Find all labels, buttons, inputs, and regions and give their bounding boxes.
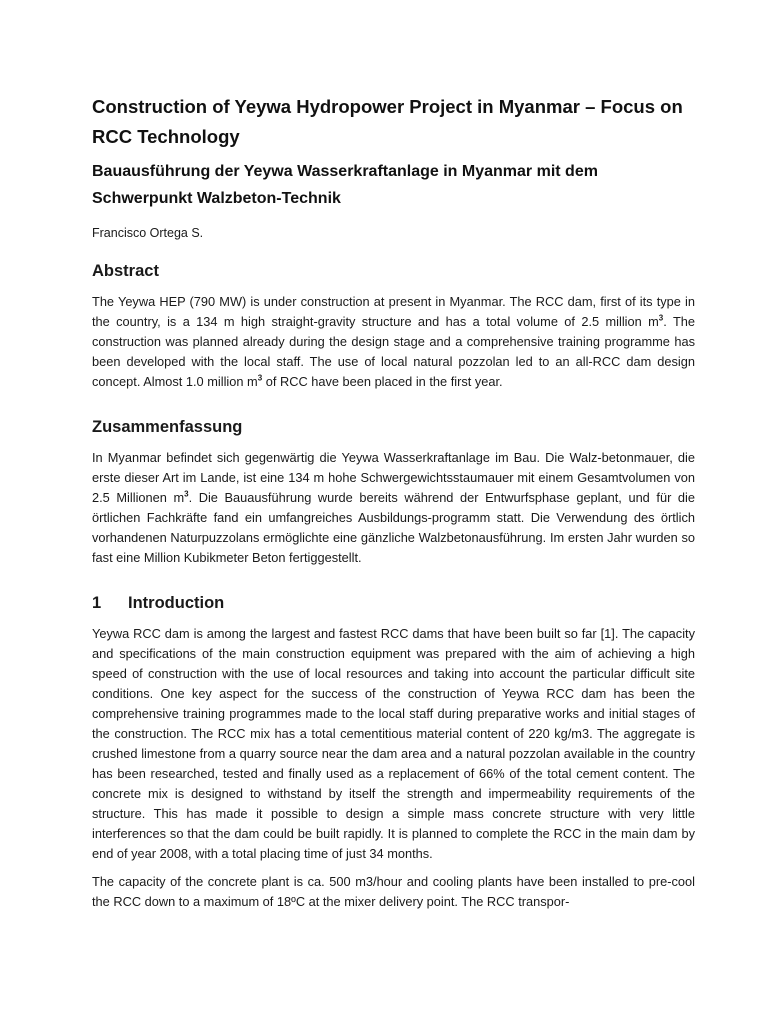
zusammenfassung-heading: Zusammenfassung [92, 418, 243, 436]
section-title: Introduction [128, 594, 225, 612]
introduction-heading [92, 592, 695, 614]
section-number: 1 [92, 594, 102, 612]
superscript-exponent: 3 [257, 373, 263, 383]
author-name: Francisco Ortega S. [92, 226, 204, 240]
zusammenfassung-text [92, 448, 695, 568]
introduction-paragraph: Yeywa RCC dam is among the largest and fastest RCC dams that have been built so far [1]. The capacity and specifications of the main construction equipment was prepared with the aim of achieving a high speed of construction with the use of local resources and taking into account the particular difficult site conditions. One key aspect for the success of the construction of Yeywa RCC dam has been the comprehensive training programmes made to the local staff during preparative works and initial stages of the construction. The RCC mix has a total cementitious material content of 220 kg/m3. The aggregate is crushed limestone from a quarry source near the dam area and a natural pozzolan available in the country has been researched, tested and finally used as a replacement of 66% of the total cement content. The concrete mix is designed to withstand by itself the strength and impermeability requirements of the structure. This has made it possible to design a simple mass concrete structure with very little interferences so that the dam could be built rapidly. It is planned to complete the RCC in the main dam by end of year 2008, with a total placing time of just 34 months. [92, 626, 695, 861]
abstract-text-part: . The construction was planned already during the design stage and a comprehensive training programme has been developed with the local staff. The use of local natural pozzolan led to an all-RCC dam design concept. Almost 1.0 million m [92, 314, 695, 389]
zusammenfassung-text-part: In Myanmar befindet sich gegenwärtig die Yeywa Wasserkraftanlage im Bau. Die Walz-betonmauer, die erste dieser Art im Lande, ist eine 134 m hohe Schwergewichtsstaumauer mit einem Gesamtvolumen von 2.5 Millionen m [92, 450, 695, 505]
abstract-text [92, 292, 695, 392]
superscript-exponent: 3 [658, 313, 664, 323]
introduction-paragraph: The capacity of the concrete plant is ca. 500 m3/hour and cooling plants have been installed to pre-cool the RCC down to a maximum of 18ºC at the mixer delivery point. The RCC transpor- [92, 874, 695, 909]
abstract-text-part: The Yeywa HEP (790 MW) is under construction at present in Myanmar. The RCC dam, first of its type in the country, is a 134 m high straight-gravity structure and has a total volume of 2.5 million m [92, 294, 695, 329]
paper-subtitle: Bauausführung der Yeywa Wasserkraftanlage in Myanmar mit dem Schwerpunkt Walzbeton-Technik [92, 163, 598, 207]
abstract-text-part: of RCC have been placed in the first year. [262, 374, 503, 389]
superscript-exponent: 3 [184, 489, 189, 499]
paper-title: Construction of Yeywa Hydropower Project in Myanmar – Focus on RCC Technology [92, 96, 683, 147]
zusammenfassung-text-part: . Die Bauausführung wurde bereits während der Entwurfsphase geplant, und für die örtlichen Fachkräfte fand ein umfangreiches Ausbildungs-programm statt. Die Verwendung des örtlich vorhandenen Naturpuzzolans ermöglichte eine gänzliche Walzbetonausführung. Im ersten Jahr wurden so fast eine Million Kubikmeter Beton fertiggestellt. [92, 490, 695, 565]
document-body [92, 92, 695, 912]
abstract-heading: Abstract [92, 262, 159, 280]
